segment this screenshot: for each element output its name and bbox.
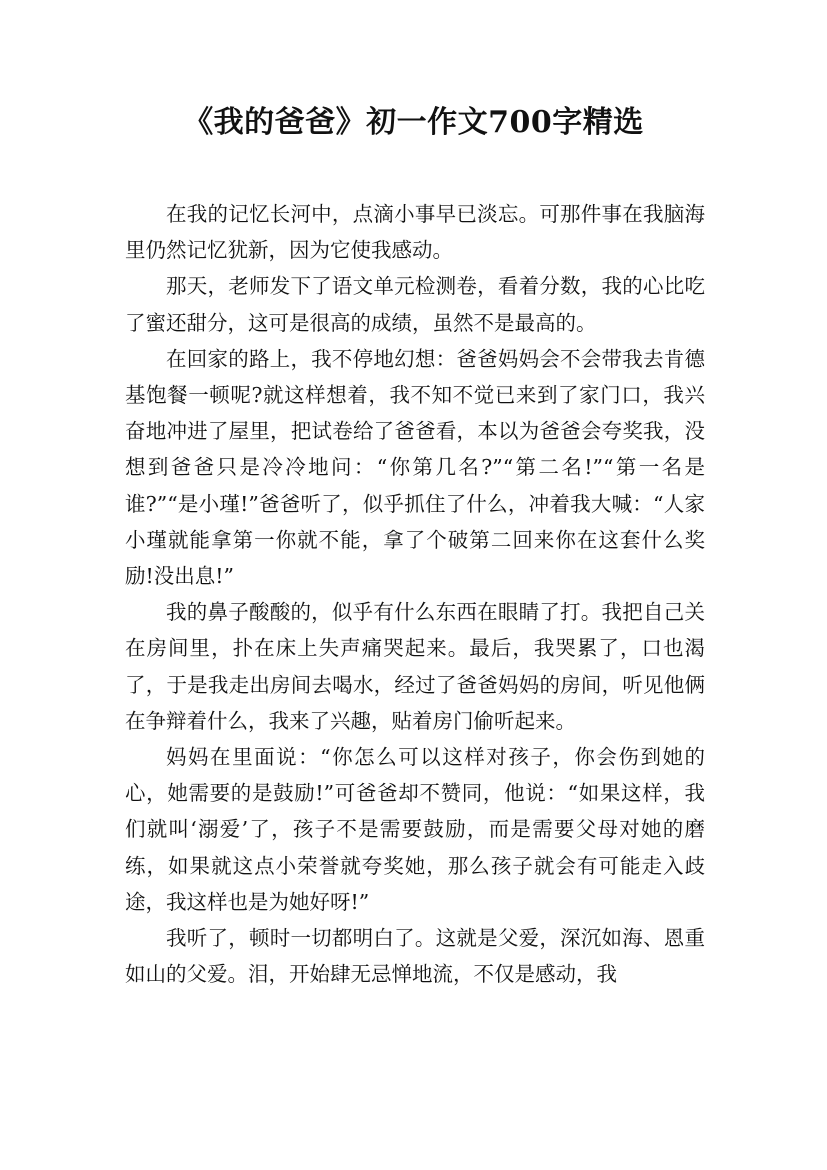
paragraph: 我的鼻子酸酸的，似乎有什么东西在眼睛了打。我把自己关在房间里，扑在床上失声痛哭起来。最后，我哭累了，口也渴了，于是我走出房间去喝水，经过了爸爸妈妈的房间，听见他俩在争辩着什么，我来了兴趣，贴着房门偷听起来。 [125,600,705,733]
paragraph: 妈妈在里面说：“你怎么可以这样对孩子，你会伤到她的心，她需要的是鼓励!”可爸爸却不赞同，他说：“如果这样，我们就叫‘溺爱’了，孩子不是需要鼓励，而是需要父母对她的磨练，如果就这点小荣誉就夸奖她，那么孩子就会有可能走入歧途，我这样也是为她好呀!” [125,745,705,914]
paragraph: 在回家的路上，我不停地幻想：爸爸妈妈会不会带我去肯德基饱餐一顿呢?就这样想着，我不知不觉已来到了家门口，我兴奋地冲进了屋里，把试卷给了爸爸看，本以为爸爸会夸奖我，没想到爸爸只是冷冷地问：“你第几名?”“第二名!”“第一名是谁?”“是小瑾!”爸爸听了，似乎抓住了什么，冲着我大喊：“人家小瑾就能拿第一你就不能，拿了个破第二回来你在这套什么奖励!没出息!” [125,346,705,589]
paragraph: 那天，老师发下了语文单元检测卷，看着分数，我的心比吃了蜜还甜分，这可是很高的成绩，虽然不是最高的。 [125,274,705,335]
paragraph: 在我的记忆长河中，点滴小事早已淡忘。可那件事在我脑海里仍然记忆犹新，因为它使我感动。 [125,202,705,263]
document-title: 《我的爸爸》初一作文700字精选 [183,105,644,140]
document-body [125,196,705,992]
paragraph: 我听了，顿时一切都明白了。这就是父爱，深沉如海、恩重如山的父爱。泪，开始肆无忌惮地流，不仅是感动，我 [125,926,705,987]
